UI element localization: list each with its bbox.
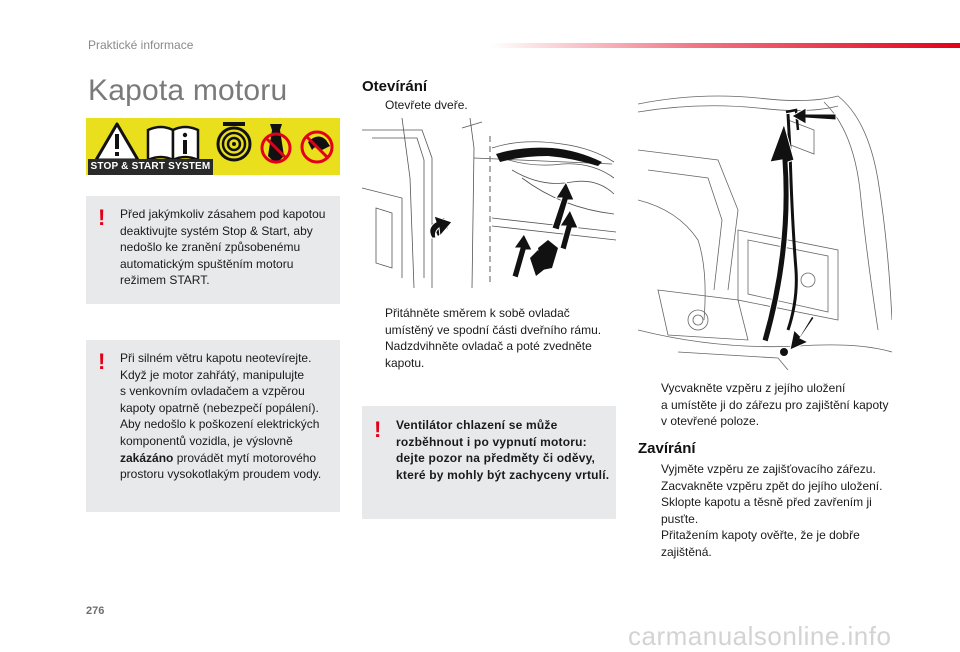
warning-text: Při silném větru kapotu neotevírejte. Když je motor zahřátý, manipulujte s venkovním ovladačem a vzpěrou kapoty opatrně (nebezpečí popálení). Aby nedošlo k poškození elektrických komponentů vozidla, je výslovně zakázáno provádět mytí motorového prostoru vysokotlakým proudem vody.	[120, 351, 322, 482]
opening-step-1: Otevřete dveře.	[385, 98, 468, 112]
page-number: 276	[86, 605, 105, 617]
illustration-hood-prop-rod	[638, 90, 892, 370]
arrow-icon	[430, 182, 578, 278]
opening-step-3: Nadzdvihněte ovladač a poté zvedněte kapotu.	[385, 339, 592, 370]
warning-box-cooling-fan	[362, 406, 616, 519]
header-accent-bar	[490, 43, 960, 48]
section-label: Praktické informace	[88, 38, 194, 52]
closing-heading: Zavírání	[638, 440, 696, 457]
emphasis-forbidden: zakázáno	[120, 450, 174, 465]
closing-step-1: Vyjměte vzpěru ze zajišťovacího zářezu.	[661, 462, 876, 476]
warning-mark-icon: !	[374, 417, 382, 442]
stop-start-label: STOP & START SYSTEM	[88, 159, 213, 175]
arrow-icon	[762, 108, 836, 350]
no-tie-icon	[262, 124, 290, 164]
closing-step-2: Zacvakněte vzpěru zpět do jejího uložení.	[661, 479, 883, 493]
warning-triangle-icon	[96, 124, 138, 160]
warning-mark-icon: !	[98, 205, 106, 230]
page-title: Kapota motoru	[88, 74, 288, 107]
opening-step-4: Vycvakněte vzpěru z jejího uložení a umístěte ji do zářezu pro zajištění kapoty v otevřené poloze.	[661, 381, 889, 429]
closing-step-3: Sklopte kapotu a těsně před zavřením ji pusťte.	[661, 495, 872, 526]
warning-box-stop-start	[86, 196, 340, 304]
closing-step-4: Přitažením kapoty ověřte, že je dobře zajištěná.	[661, 528, 860, 559]
warning-text: Ventilátor chlazení se může rozběhnout i po vypnutí motoru: dejte pozor na předměty či oděvy, které by mohly být zachyceny vrtulí.	[396, 418, 610, 482]
prop-rod-drawing	[638, 90, 892, 370]
warning-mark-icon: !	[98, 349, 106, 374]
opening-heading: Otevírání	[362, 78, 428, 95]
warning-box-wind-heat	[86, 340, 340, 512]
no-hose-icon	[302, 132, 332, 162]
opening-step-2: Přitáhněte směrem k sobě ovladač umístěný ve spodní části dveřního rámu.	[385, 306, 602, 337]
watermark: carmanualsonline.info	[628, 621, 892, 651]
manual-info-icon	[148, 127, 198, 160]
hood-release-drawing	[362, 118, 616, 288]
illustration-hood-release	[362, 118, 616, 288]
fan-icon	[218, 122, 250, 160]
warning-text: Před jakýmkoliv zásahem pod kapotou deaktivujte systém Stop & Start, aby nedošlo ke zranění způsobenému automatickým spuštěním motoru režimem START.	[120, 207, 326, 288]
